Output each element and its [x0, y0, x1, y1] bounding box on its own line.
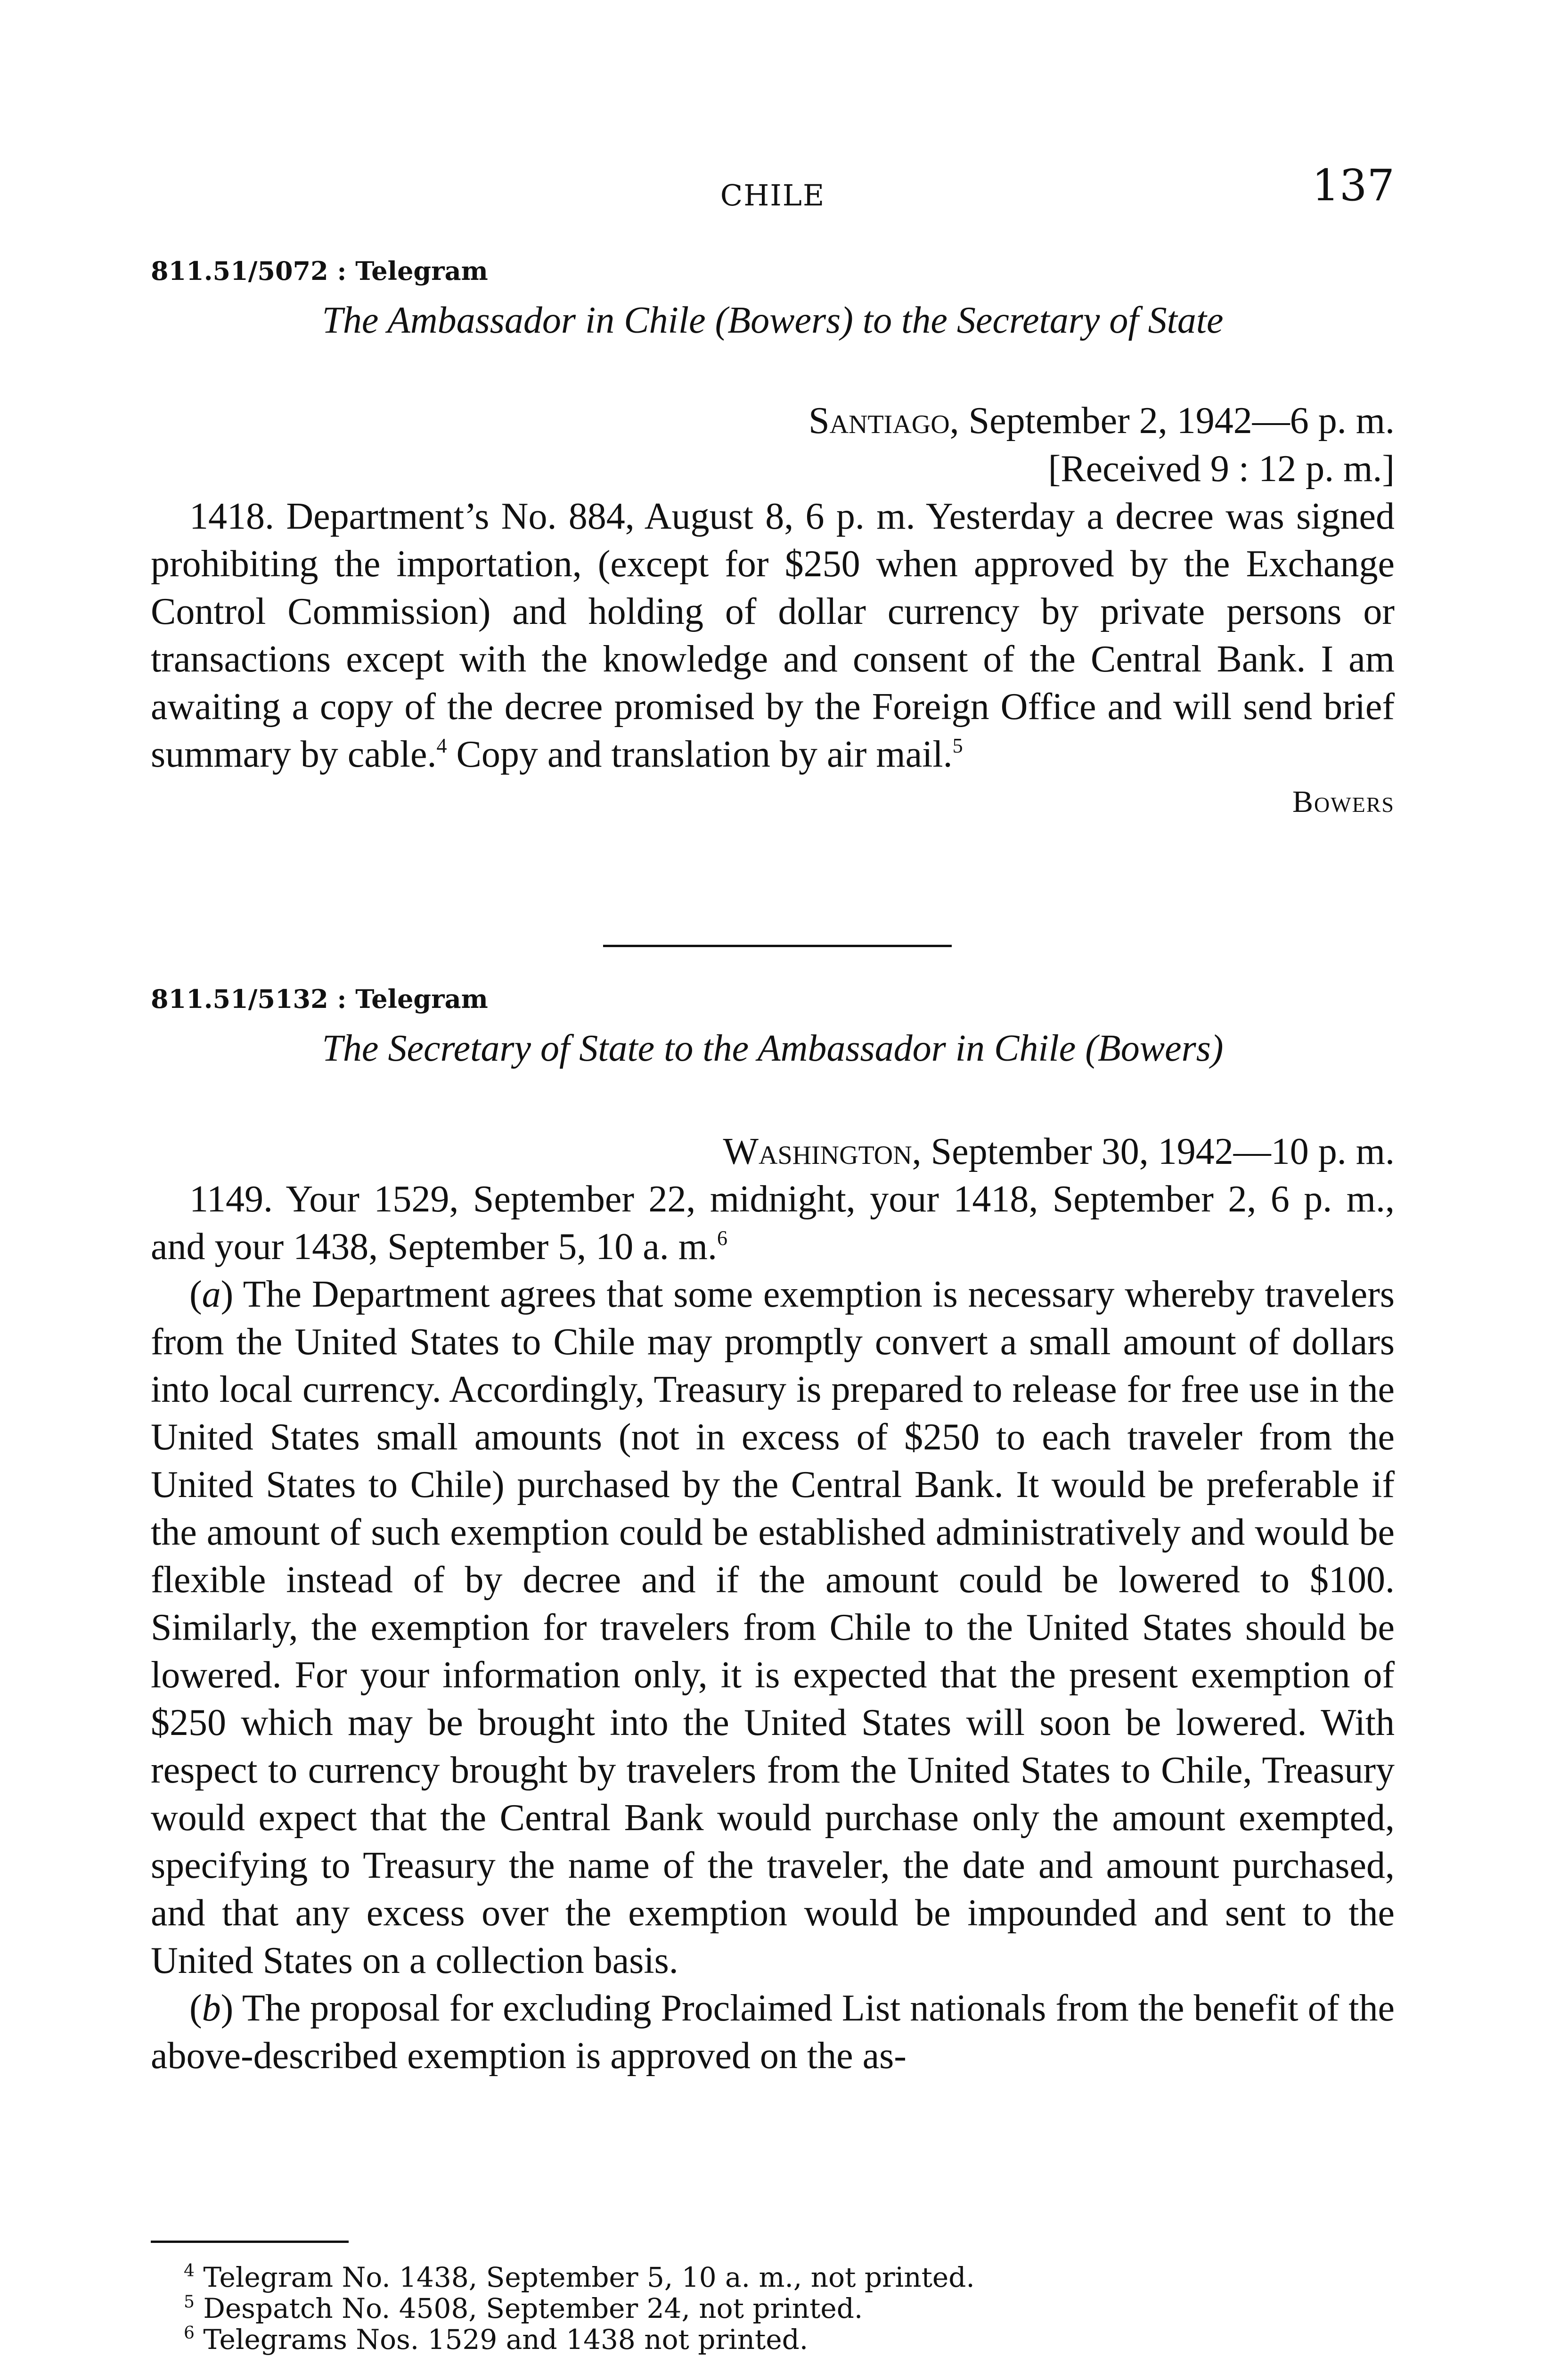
message-body — [151, 493, 1395, 778]
footnote-marker: 4 — [184, 2261, 195, 2281]
document-title: The Ambassador in Chile (Bowers) to the Secretary of State — [322, 300, 1224, 341]
dateline-place: Santiago — [808, 400, 950, 442]
telegram-5132 — [151, 982, 1395, 2080]
footnote-ref-5[interactable]: 5 — [952, 734, 963, 757]
footnote-text: Telegrams Nos. 1529 and 1438 not printed. — [203, 2323, 808, 2356]
file-reference: 811.51/5072 : Telegram — [151, 256, 488, 286]
message-text: 1418. Department’s No. 884, August 8, 6 p. m. Yesterday a decree was signed prohibiting the importation, (except for $250 when approved by the Exchange Control Commission) and holding of dollar currency by private persons or transactions except with the knowledge and consent of the Central Bank. I am awaiting a copy of the decree promised by the Foreign Office and will send brief summary by cable. — [151, 496, 1395, 775]
footnote-6 — [184, 2324, 1390, 2355]
paragraph-a: (a) The Department agrees that some exemption is necessary whereby travelers from the United States to Chile may promptly convert a small amount of dollars into local currency. Accordingly, Treasury is prepared to release for free use in the United States small amounts (not in excess of $250 to each traveler from the United States to Chile) purchased by the Central Bank. It would be preferable if the amount of such exemption could be established administratively and would be flexible instead of by decree and if the amount could be lowered to $100. Similarly, the exemption for travelers from Chile to the United States should be lowered. For your information only, it is expected that the present exemption of $250 which may be brought into the United States will soon be lowered. With respect to currency brought by travelers from the United States to Chile, Treasury would expect that the Central Bank would purchase only the amount exempted, specifying to Treasury the name of the traveler, the date and amount purchased, and that any excess over the exemption would be impounded and sent to the United States on a collection basis. — [151, 1274, 1395, 1981]
paragraph-a-text: The Department agrees that some exemption is necessary whereby travelers from the United States to Chile may promptly convert a small amount of dollars into local currency. Accordingly, Treasury is prepared to release for free use in the United States small amounts (not in excess of $250 to each traveler from the United States to Chile) purchased by the Central Bank. It would be preferable if the amount of such exemption could be established administratively and would be flexible instead of by decree and if the amount could be lowered to $100. Similarly, the exemption for travelers from Chile to the United States should be lowered. For your information only, it is expected that the present exemption of $250 which may be brought into the United States will soon be lowered. With respect to currency brought by travelers from the United States to Chile, Treasury would expect that the Central Bank would purchase only the amount exempted, specifying to Treasury the name of the traveler, the date and amount purchased, and that any excess over the exemption would be impounded and sent to the United States on a collection basis. — [151, 1274, 1395, 1981]
intro-text: 1149. Your 1529, September 22, midnight, your 1418, September 2, 6 p. m., and your 1438, September 5, 10 a. m. — [151, 1178, 1395, 1268]
paragraph-b-text: The proposal for excluding Proclaimed List nationals from the benefit of the above-described exemption is approved on the as- — [151, 1988, 1395, 2077]
footnote-5 — [184, 2293, 1390, 2324]
file-reference: 811.51/5132 : Telegram — [151, 984, 488, 1014]
dateline-date: , September 30, 1942—10 p. m. — [912, 1131, 1395, 1172]
footnote-text: Despatch No. 4508, September 24, not printed. — [203, 2292, 863, 2324]
dateline-place: Washington — [723, 1131, 912, 1172]
dateline-date: , September 2, 1942—6 p. m. — [949, 400, 1395, 442]
footnote-text: Telegram No. 1438, September 5, 10 a. m., not printed. — [203, 2261, 975, 2293]
footnotes — [184, 2262, 1390, 2355]
paragraph-b-label: b — [202, 1988, 221, 2029]
footnote-divider — [151, 2241, 349, 2243]
received-line: [Received 9 : 12 p. m.] — [1048, 448, 1395, 490]
page-header — [151, 160, 1395, 212]
telegram-5072 — [151, 254, 1395, 826]
footnote-marker: 5 — [184, 2292, 195, 2312]
footnote-4 — [184, 2262, 1390, 2293]
document-title: The Secretary of State to the Ambassador in Chile (Bowers) — [322, 1028, 1224, 1069]
dateline — [151, 1128, 1395, 1176]
dateline — [151, 397, 1395, 445]
paragraph-a-label: a — [202, 1274, 221, 1315]
message-intro — [151, 1176, 1395, 1271]
footnote-marker: 6 — [184, 2323, 195, 2343]
footnote-ref-6[interactable]: 6 — [717, 1227, 727, 1250]
message-text-continued: Copy and translation by air mail. — [447, 734, 953, 775]
paragraph-b: (b) The proposal for excluding Proclaimed List nationals from the benefit of the above-described exemption is approved on the as- — [151, 1988, 1395, 2077]
footnote-ref-4[interactable]: 4 — [436, 734, 447, 757]
running-head: CHILE — [720, 178, 825, 213]
signature: Bowers — [1292, 785, 1395, 819]
section-divider — [603, 945, 952, 947]
page-number: 137 — [1312, 160, 1395, 211]
